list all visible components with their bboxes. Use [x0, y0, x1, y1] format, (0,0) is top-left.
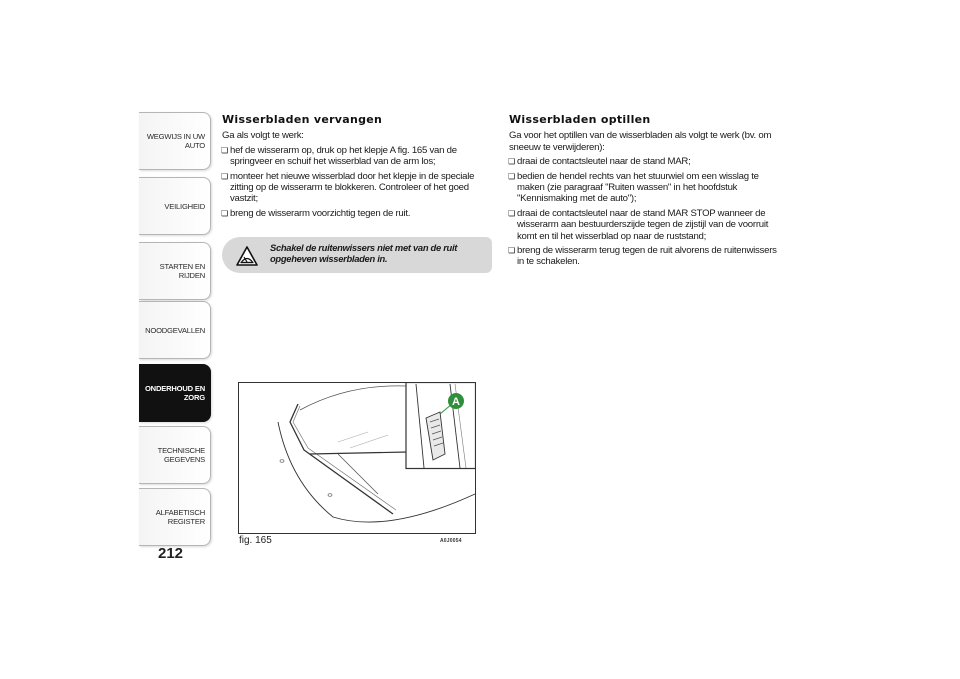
- section-intro: Ga als volgt te werk:: [222, 130, 304, 142]
- wiper-warning-icon: [236, 246, 258, 266]
- list-item: ❏ breng de wisserarm terug tegen de ruit alvorens de ruitenwissers in te schakelen.: [509, 245, 784, 268]
- tab-veiligheid[interactable]: [139, 177, 211, 235]
- instruction-list: [222, 145, 494, 219]
- section-wisserbladen-optillen: [509, 114, 784, 271]
- list-item: ❏ hef de wisserarm op, druk op het klepje A fig. 165 van de springveer en schuif het wisserblad van de arm los;: [222, 145, 494, 168]
- figure-code: A0J0054: [440, 538, 462, 544]
- list-item: ❏ draai de contactsleutel naar de stand MAR STOP wanneer de wisserarm aan bestuurderszijde tegen de zijstijl van de voorruit komt en til het wisserblad op naar de ruststand;: [509, 208, 784, 242]
- list-item: ❏ bedien de hendel rechts van het stuurwiel om een wisslag te maken (zie paragraaf "Ruiten wassen" in het hoofdstuk "Kennismaking met de auto");: [509, 171, 784, 205]
- tab-technische[interactable]: [139, 426, 211, 484]
- tab-label: ONDERHOUD EN ZORG: [144, 384, 205, 402]
- tab-label: WEGWIJS IN UW AUTO: [146, 132, 205, 150]
- wiper-blade-illustration: [238, 382, 476, 534]
- tab-noodgevallen[interactable]: [139, 301, 211, 359]
- tab-label: VEILIGHEID: [164, 201, 205, 211]
- section-wisserbladen-vervangen: [222, 114, 494, 222]
- tab-starten[interactable]: [139, 242, 211, 300]
- list-item: ❏ draai de contactsleutel naar de stand MAR;: [509, 156, 784, 167]
- tab-label: NOODGEVALLEN: [145, 325, 205, 335]
- tab-wegwijs[interactable]: [139, 112, 211, 170]
- page-number: 212: [158, 545, 184, 562]
- section-heading: Wisserbladen optillen: [509, 113, 651, 126]
- section-heading: Wisserbladen vervangen: [222, 113, 383, 126]
- warning-box: [222, 237, 492, 273]
- tab-label: ALFABETISCH REGISTER: [155, 508, 205, 526]
- tab-alfabetisch[interactable]: [139, 488, 211, 546]
- section-intro: Ga voor het optillen van de wisserbladen als volgt te werk (bv. om sneeuw te verwijderen):: [509, 130, 772, 153]
- callout-a-label: A: [452, 396, 460, 408]
- warning-text: Schakel de ruitenwissers niet met van de ruit opgeheven wisserbladen in.: [270, 242, 458, 264]
- tab-onderhoud[interactable]: [139, 364, 211, 422]
- figure-caption: fig. 165: [239, 535, 272, 546]
- list-item: ❏ monteer het nieuwe wisserblad door het klepje in de speciale zitting op de wisserarm te blokkeren. Controleer of het goed vastzit;: [222, 171, 494, 205]
- tab-label: STARTEN EN RIJDEN: [159, 262, 205, 280]
- list-item: ❏ breng de wisserarm voorzichtig tegen de ruit.: [222, 208, 494, 219]
- instruction-list: [509, 156, 784, 268]
- tab-label: TECHNISCHE GEGEVENS: [157, 446, 205, 464]
